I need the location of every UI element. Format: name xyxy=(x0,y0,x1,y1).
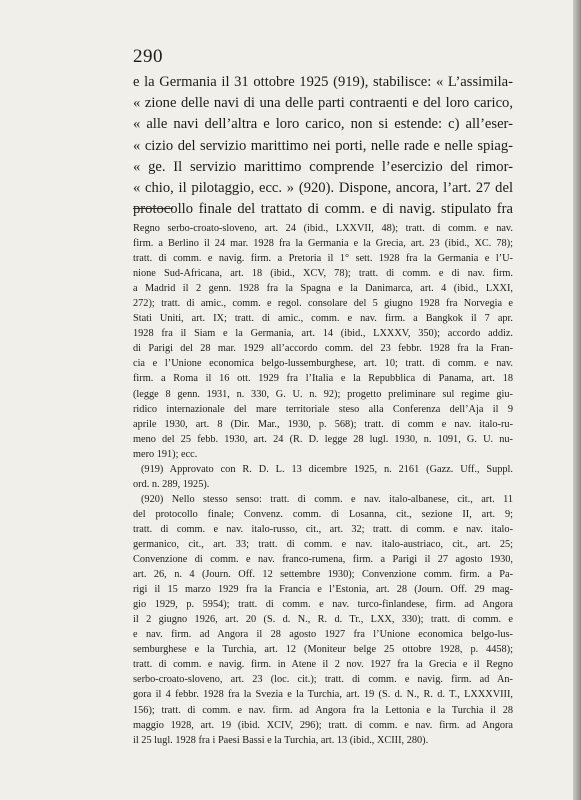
page-number: 290 xyxy=(133,46,163,67)
footnote-line: (919) Approvato con R. D. L. 13 dicembre 1925, n. 2161 (Gazz. Uff., Suppl. xyxy=(141,463,513,475)
footnote-line: di Parigi del 28 mar. 1929 all’accordo comm. del 23 febbr. 1928 fra la Fran- xyxy=(133,343,513,355)
footnote-line: ord. n. 289, 1925). xyxy=(133,478,210,490)
footnote-continuation xyxy=(133,221,513,462)
footnote-line: maggio 1928, art. 19 (ibid. XCIV, 296); tratt. di comm. e nav. firm. ad Angora xyxy=(133,719,513,731)
footnote-line: germanico, cit., art. 33; tratt. di comm. e nav. italo-austriaco, cit., art. 25; xyxy=(133,538,513,550)
footnote-line: e nav. firm. ad Angora il 28 agosto 1927 fra l’Unione economica belgo-lus- xyxy=(133,629,513,641)
footnote-line: mero 191); ecc. xyxy=(133,448,198,460)
footnote-919 xyxy=(133,462,513,492)
body-text-line: protocollo finale del trattato di comm. e di navig. stipulato fra xyxy=(133,201,513,218)
body-text-line: « cizio del servizio marittimo nei porti, nelle rade e nelle spiag- xyxy=(133,137,513,154)
footnote-line: firm. a Berlino il 24 mar. 1928 fra la Germania e la Grecia, art. 23 (ibid., XC. 78); xyxy=(133,238,513,250)
footnote-line: Regno serbo-croato-sloveno, art. 24 (ibid., LXXVII, 48); tratt. di comm. e nav. xyxy=(133,223,513,234)
footnote-line: 156); tratt. di comm. e nav. firm. ad Angora fra la Lettonia e la Turchia il 28 xyxy=(133,704,513,716)
body-text-line: « ge. Il servizio marittimo comprende l’esercizio del rimor- xyxy=(133,158,513,175)
footnotes xyxy=(133,221,513,748)
footnote-line: gora il 4 febbr. 1928 fra la Svezia e la Turchia, art. 19 (S. d. N., R. d. T., LXXXVIII, xyxy=(133,689,513,701)
footnote-divider xyxy=(133,208,173,209)
footnote-line: Convenzione di comm. e nav. franco-rumena, firm. a Parigi il 27 agosto 1930, xyxy=(133,554,513,566)
footnote-line: nione Sud-Africana, art. 18 (ibid., XCV, 78); tratt. di comm. e di nav. firm. xyxy=(133,268,513,280)
footnote-line: il 25 lugl. 1928 fra i Paesi Bassi e la Turchia, art. 13 (ibid., XCIII, 280). xyxy=(133,734,429,746)
footnote-line: del protocollo finale; Convenz. comm. di Losanna, cit., sezione II, art. 9; xyxy=(133,508,513,520)
body-text-line: « zione delle navi di una delle parti contraenti e del loro carico, xyxy=(133,95,513,112)
footnote-line: aprile 1930, art. 8 (Dir. Mar., 1930, p. 568); tratt. di comm e nav. italo-ru- xyxy=(133,418,513,430)
footnote-line: art. 26, n. 4 (Journ. Off. 12 settembre 1930); Convenzione comm. firm. a Pa- xyxy=(133,569,513,581)
footnote-line: cia e l’Unione economica belgo-lussemburghese, art. 10; tratt. di comm. e nav. xyxy=(133,358,513,370)
footnote-line: tratt. di comm. e navig. firm. in Atene il 2 nov. 1927 fra la Grecia e il Regno xyxy=(133,659,513,671)
footnote-line: 272); tratt. di amic., comm. e regol. consolare del 5 giugno 1928 fra Norvegia e xyxy=(133,298,513,310)
footnote-line: (legge 8 genn. 1931, n. 330, G. U. n. 92); progetto preliminare sul regime giu- xyxy=(133,388,513,400)
footnote-line: ridico internazionale del mare territoriale steso alla Conferenza dell’Aja il 9 xyxy=(133,403,513,415)
page-edge-shadow xyxy=(573,0,581,800)
footnote-line: Stati Uniti, art. IX; tratt. di amic., comm. e nav. firm. a Bangkok il 7 apr. xyxy=(133,313,513,325)
footnote-line: a Madrid il 2 genn. 1928 fra la Spagna e la Danimarca, art. 4 (ibid., LXXI, xyxy=(133,283,513,295)
footnote-line: rigi il 15 marzo 1929 fra la Francia e l’Estonia, art. 28 (Journ. Off. 29 mag- xyxy=(133,584,513,596)
footnote-line: tratt. di comm. e nav. italo-russo, cit., art. 32; tratt. di comm. e nav. italo- xyxy=(133,523,513,535)
footnote-line: (920) Nello stesso senso: tratt. di comm. e nav. italo-albanese, cit., art. 11 xyxy=(141,493,513,505)
body-text xyxy=(133,72,513,220)
footnote-920 xyxy=(133,492,513,748)
footnote-line: semburghese e la Turchia, art. 12 (Moniteur belge 25 ottobre 1928, p. 4458); xyxy=(133,644,513,656)
footnote-line: tratt. di comm. e navig. firm. a Pretoria il 1° sett. 1928 fra la Germania e l’U- xyxy=(133,253,513,265)
footnote-line: meno del 25 febb. 1930, art. 24 (R. D. legge 28 lugl. 1930, n. 1091, G. U. nu- xyxy=(133,433,513,445)
footnote-line: 1928 fra il Siam e la Germania, art. 14 (ibid., LXXXV, 350); accordo addiz. xyxy=(133,328,513,340)
footnote-line: il 2 giugno 1926, art. 20 (S. d. N., R. d. Tr., LXX, 330); tratt. di comm. e xyxy=(133,614,513,626)
body-text-line: « chio, il pilotaggio, ecc. » (920). Dispone, ancora, l’art. 27 del xyxy=(133,180,513,197)
footnote-line: serbo-croato-sloveno, art. 23 (loc. cit.); tratt. di comm. e navig. firm. ad An- xyxy=(133,674,513,686)
footnote-line: firm. a Roma il 16 ott. 1929 fra l’Italia e la Repubblica di Panama, art. 18 xyxy=(133,373,513,385)
body-text-line: « alle navi dell’altra e loro carico, non si estende: c) all’eser- xyxy=(133,116,513,133)
body-text-line: e la Germania il 31 ottobre 1925 (919), stabilisce: « L’assimila- xyxy=(133,74,513,90)
footnote-line: gio 1929, p. 5954); tratt. di comm. e nav. turco-finlandese, firm. ad Angora xyxy=(133,599,513,611)
